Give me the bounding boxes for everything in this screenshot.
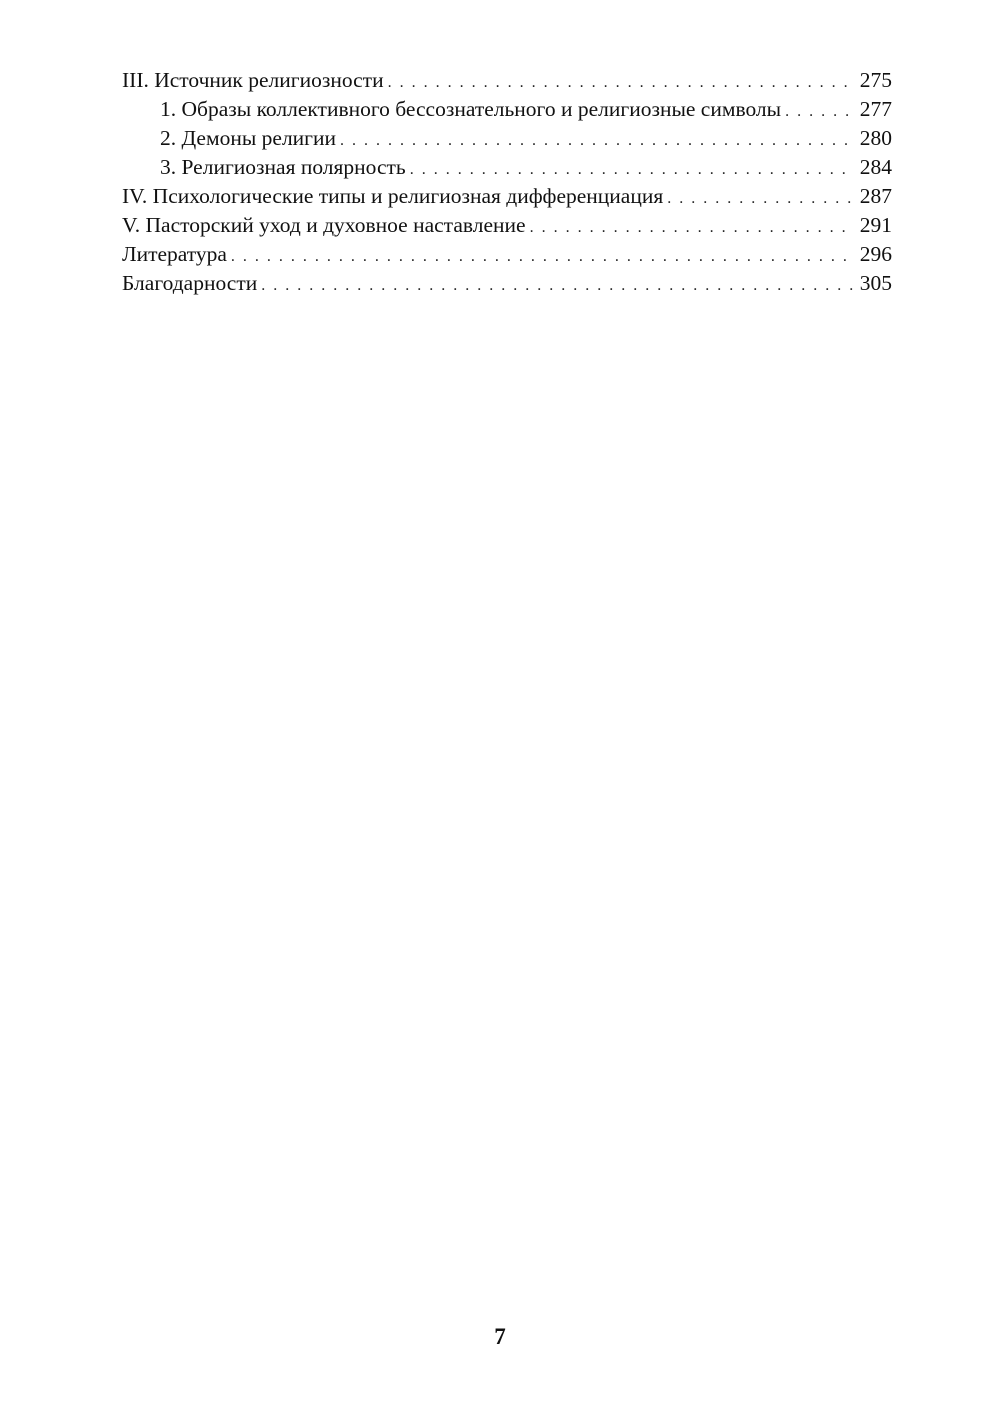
toc-entry-page: 291: [859, 213, 892, 237]
toc-entry-title: IV. Психологические типы и религиозная дифференциация: [122, 184, 664, 208]
toc-entry-title: Благодарности: [122, 271, 258, 295]
toc-dot-leader: [340, 126, 854, 155]
toc-entry-title: 3. Религиозная полярность: [160, 155, 406, 179]
toc-dot-leader: [530, 213, 854, 242]
toc-entry: [122, 182, 892, 211]
toc-dot-leader: [261, 271, 854, 300]
toc-entry: [122, 240, 892, 269]
toc-entry-page: 305: [859, 271, 892, 295]
toc-entry-page: 280: [859, 126, 892, 150]
toc-entry: [122, 124, 892, 153]
toc-entry-page: 284: [859, 155, 892, 179]
toc-entry-page: 277: [859, 97, 892, 121]
toc-dot-leader: [388, 68, 854, 97]
toc-dot-leader: [785, 97, 854, 126]
toc-entry: [122, 211, 892, 240]
toc-entry-page: 287: [859, 184, 892, 208]
toc-entry: [122, 153, 892, 182]
toc-entry: [122, 95, 892, 124]
toc-entry-page: 275: [859, 68, 892, 92]
toc-entry-title: V. Пасторский уход и духовное наставление: [122, 213, 526, 237]
toc-entry-page: 296: [859, 242, 892, 266]
toc-entry-title: 1. Образы коллективного бессознательного и религиозные символы: [160, 97, 782, 121]
page-number: 7: [494, 1324, 506, 1349]
toc-entry-title: Литература: [122, 242, 227, 266]
toc-dot-leader: [410, 155, 854, 184]
toc-dot-leader: [231, 242, 854, 271]
toc-entry: [122, 269, 892, 298]
toc-entry-title: III. Источник религиозности: [122, 68, 384, 92]
toc-entry-title: 2. Демоны религии: [160, 126, 337, 150]
toc-dot-leader: [667, 184, 854, 213]
table-of-contents: [122, 66, 892, 298]
toc-entry: [122, 66, 892, 95]
